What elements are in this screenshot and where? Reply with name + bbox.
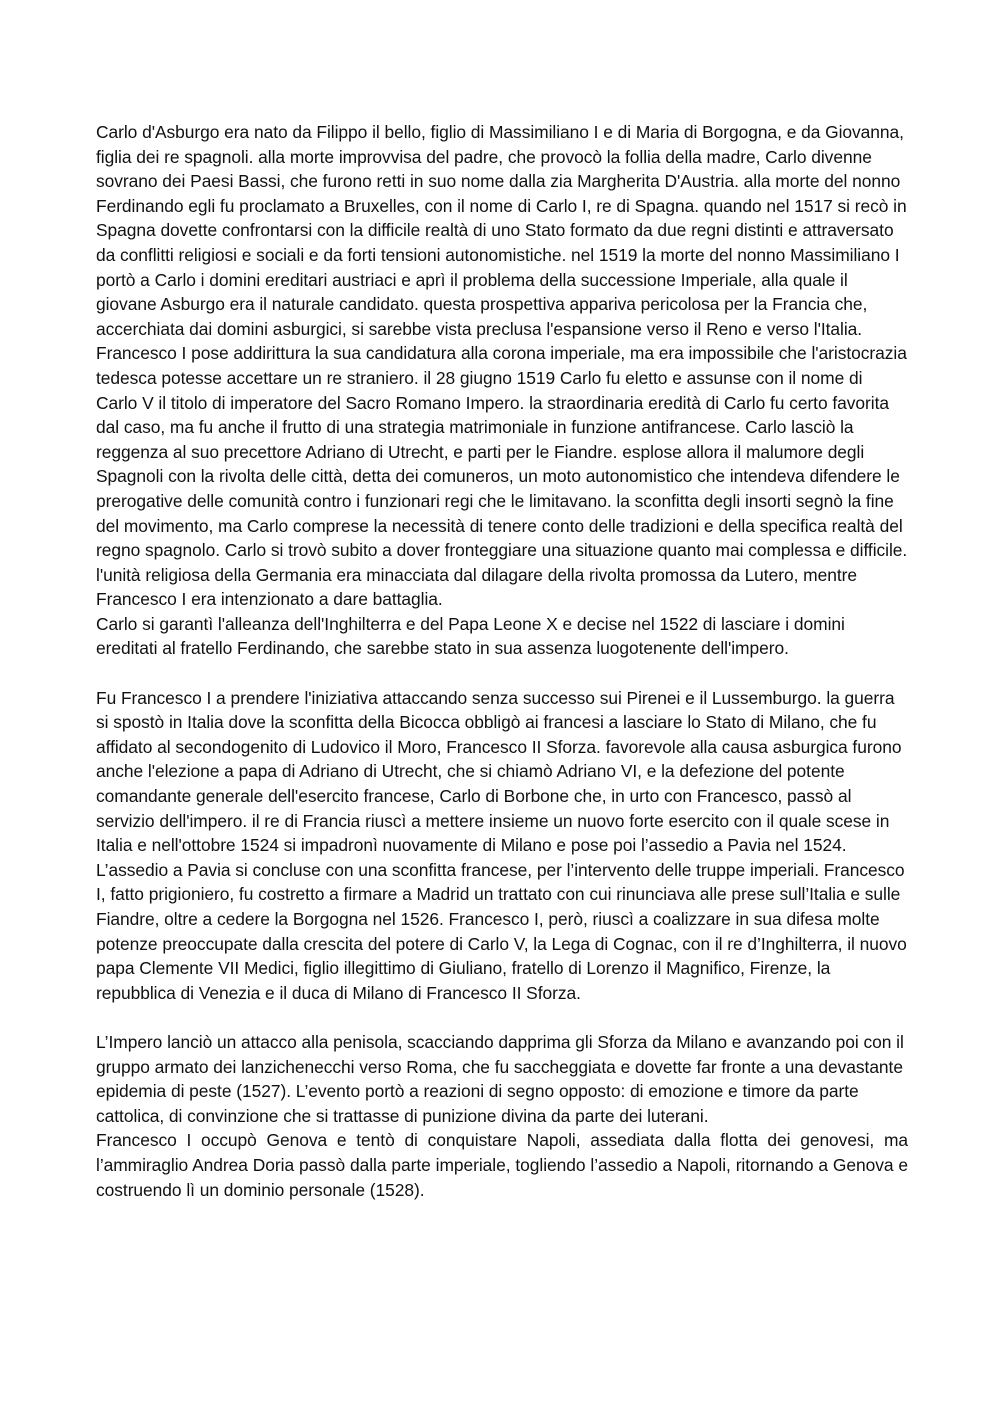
paragraph-carlo-origins: Carlo d'Asburgo era nato da Filippo il bello, figlio di Massimiliano I e di Maria di Borgogna, e da Giovanna, figlia dei re spagnoli. alla morte improvvisa del padre, che provocò la follia della madre, Carlo divenne sovrano dei Paesi Bassi, che furono retti in suo nome dalla zia Margherita D'Austria. alla morte del nonno Ferdinando egli fu proclamato a Bruxelles, con il nome di Carlo I, re di Spagna. quando nel 1517 si recò in Spagna dovette confrontarsi con la difficile realtà di uno Stato formato da due regni distinti e attraversato da conflitti religiosi e sociali e da forti tensioni autonomistiche. nel 1519 la morte del nonno Massimiliano I portò a Carlo i domini ereditari austriaci e aprì il problema della successione Imperiale, alla quale il giovane Asburgo era il naturale candidato. questa prospettiva appariva pericolosa per la Francia che, accerchiata dai domini asburgici, si sarebbe vista preclusa l'espansione verso il Reno e verso l'Italia. Francesco I pose addirittura la sua candidatura alla corona imperiale, ma era impossibile che l'aristocrazia tedesca potesse accettare un re straniero. il 28 giugno 1519 Carlo fu eletto e assunse con il nome di Carlo V il titolo di imperatore del Sacro Romano Impero. la straordinaria eredità di Carlo fu certo favorita dal caso, ma fu anche il frutto di una strategia matrimoniale in funzione antifrancese. Carlo lasciò la reggenza al suo precettore Adriano di Utrecht, e parti per le Fiandre. esplose allora il malumore degli Spagnoli con la rivolta delle città, detta dei comuneros, un moto autonomistico che intendeva difendere le prerogative delle comunità contro i funzionari regi che le limitavano. la sconfitta degli insorti segnò la fine del movimento, ma Carlo comprese la necessità di tenere conto delle tradizioni e della specifica realtà del regno spagnolo. Carlo si trovò subito a dover fronteggiare una situazione quanto mai complessa e difficile. l'unità religiosa della Germania era minacciata dal dilagare della rivolta promossa da Lutero, mentre Francesco I era intenzionato a dare battaglia. bbox=[96, 122, 908, 610]
document-body bbox=[96, 120, 908, 1202]
paragraph-francesco-initiative: Fu Francesco I a prendere l'iniziativa attaccando senza successo sui Pirenei e il Lussemburgo. la guerra si spostò in Italia dove la sconfitta della Bicocca obbligò ai francesi a lasciare lo Stato di Milano, che fu affidato al secondogenito di Ludovico il Moro, Francesco II Sforza. favorevole alla causa asburgica furono anche l'elezione a papa di Adriano di Utrecht, che si chiamò Adriano VI, e la defezione del potente comandante generale dell'esercito francese, Carlo di Borbone che, in urto con Francesco, passò al servizio dell'impero. il re di Francia riuscì a mettere insieme un nuovo forte esercito con il quale scese in Italia e nell'ottobre 1524 si impadronì nuovamente di Milano e pose poi l’assedio a Pavia nel 1524. L’assedio a Pavia si concluse con una sconfitta francese, per l’intervento delle truppe imperiali. Francesco I, fatto prigioniero, fu costretto a firmare a Madrid un trattato con cui rinunciava alle prese sull’Italia e sulle Fiandre, oltre a cedere la Borgogna nel 1526. Francesco I, però, riuscì a coalizzare in sua difesa molte potenze preoccupate dalla crescita del potere di Carlo V, la Lega di Cognac, con il re d’Inghilterra, il nuovo papa Clemente VII Medici, figlio illegittimo di Giuliano, fratello di Lorenzo il Magnifico, Firenze, la repubblica di Venezia e il duca di Milano di Francesco II Sforza. bbox=[96, 687, 907, 1003]
paragraph-alliance: Carlo si garantì l'alleanza dell'Inghilterra e del Papa Leone X e decise nel 1522 di lasciare i domini ereditati al fratello Ferdinando, che sarebbe stato in sua assenza luogotenente dell'impero. bbox=[96, 613, 845, 659]
paragraph-spacer bbox=[96, 661, 908, 686]
paragraph-genova-napoli: Francesco I occupò Genova e tentò di conquistare Napoli, assediata dalla flotta dei genovesi, ma l’ammiraglio Andrea Doria passò dalla parte imperiale, togliendo l’assedio a Napoli, ritornando a Genova e costruendo lì un dominio personale (1528). bbox=[96, 1130, 908, 1200]
paragraph-spacer bbox=[96, 1005, 908, 1030]
paragraph-sack-of-rome: L’Impero lanciò un attacco alla penisola, scacciando dapprima gli Sforza da Milano e avanzando poi con il gruppo armato dei lanzichenecchi verso Roma, che fu saccheggiata e dovette far fronte a una devastante epidemia di peste (1527). L’evento portò a reazioni di segno opposto: di emozione e timore da parte cattolica, di convinzione che si trattasse di punizione divina da parte dei luterani. bbox=[96, 1031, 904, 1126]
